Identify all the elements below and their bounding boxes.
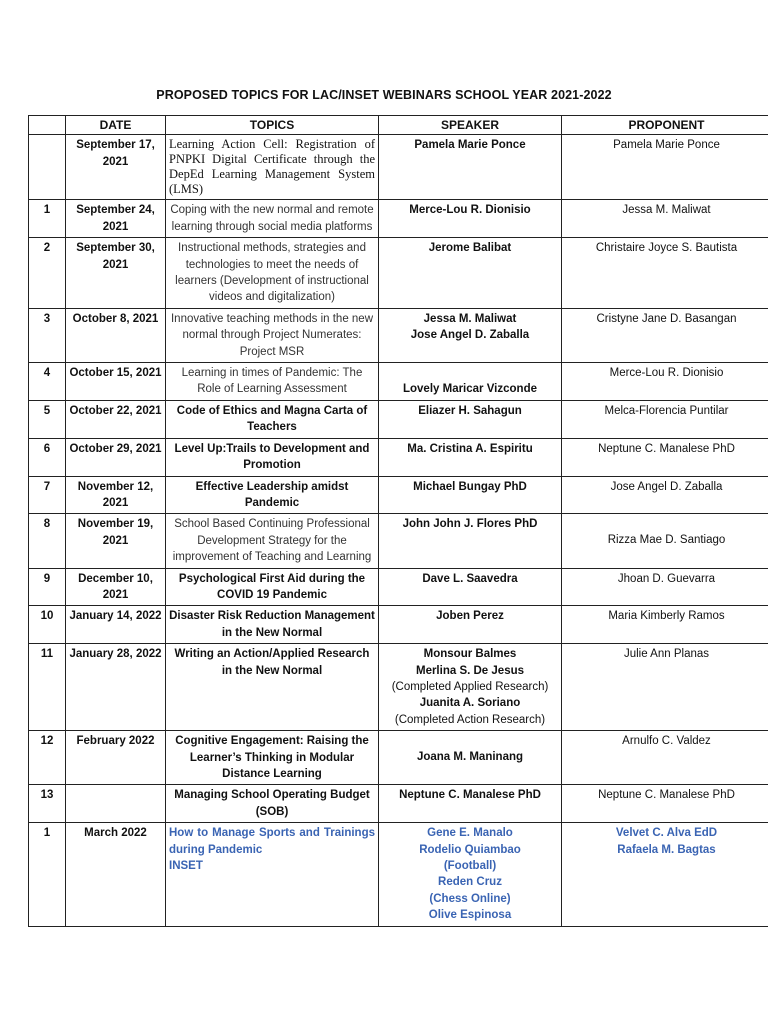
row-speaker (379, 308, 562, 362)
proponent-name: Merce-Lou R. Dionisio (609, 367, 724, 380)
row-proponent (562, 568, 768, 606)
table-row (29, 363, 768, 401)
row-proponent (562, 438, 768, 476)
row-date: November 12, 2021 (66, 476, 166, 514)
schedule-table (28, 115, 768, 927)
proponent-name: Maria Kimberly Ramos (608, 610, 725, 623)
row-speaker (379, 238, 562, 309)
row-date: September 30, 2021 (66, 238, 166, 309)
speaker-name: Pamela Marie Ponce (414, 139, 526, 152)
row-topic: Psychological First Aid during the COVID 19 Pandemic (166, 568, 379, 606)
speaker-name: Gene E. Manalo (427, 827, 513, 840)
proponent-name: Velvet C. Alva EdD (615, 827, 718, 840)
row-topic: Writing an Action/Applied Research in the New Normal (166, 644, 379, 731)
row-proponent (562, 606, 768, 644)
row-number: 4 (29, 363, 66, 401)
proponent-name: Melca-Florencia Puntilar (604, 404, 729, 417)
table-row (29, 308, 768, 362)
header-number (29, 116, 66, 135)
row-topic: Learning in times of Pandemic: The Role of Learning Assessment (166, 363, 379, 401)
row-date: November 19, 2021 (66, 514, 166, 568)
speaker-name: Merlina S. De Jesus (415, 664, 525, 677)
proponent-name: Rafaela M. Bagtas (617, 843, 716, 856)
table-row (29, 476, 768, 514)
row-date: September 24, 2021 (66, 200, 166, 238)
row-date: October 15, 2021 (66, 363, 166, 401)
row-topic: Disaster Risk Reduction Management in the New Normal (166, 606, 379, 644)
table-row (29, 644, 768, 731)
header-speaker: SPEAKER (379, 116, 562, 135)
inset-tag: INSET (169, 860, 203, 873)
speaker-name: Jessa M. Maliwat (423, 312, 517, 325)
table-row (29, 823, 768, 926)
row-speaker (379, 731, 562, 785)
row-number: 9 (29, 568, 66, 606)
row-proponent (562, 823, 768, 926)
row-topic: Learning Action Cell: Registration of PNPKI Digital Certificate through the DepEd Learning Management System (LMS) (166, 135, 379, 200)
speaker-note: (Completed Applied Research) (391, 680, 549, 693)
row-topic: Code of Ethics and Magna Carta of Teachers (166, 400, 379, 438)
speaker-name: Joana M. Maninang (416, 751, 524, 764)
table-row (29, 731, 768, 785)
row-speaker (379, 785, 562, 823)
row-number: 13 (29, 785, 66, 823)
row-topic: Managing School Operating Budget (SOB) (166, 785, 379, 823)
row-topic: Instructional methods, strategies and technologies to meet the needs of learners (Development of instructional videos and digitalization) (166, 238, 379, 309)
speaker-name: Dave L. Saavedra (422, 572, 518, 585)
row-date: September 17, 2021 (66, 135, 166, 200)
speaker-note: (Chess Online) (429, 892, 511, 905)
row-proponent (562, 238, 768, 309)
row-date: January 14, 2022 (66, 606, 166, 644)
speaker-name: Joben Perez (436, 610, 504, 623)
header-date: DATE (66, 116, 166, 135)
row-topic: School Based Continuing Professional Development Strategy for the improvement of Teaching and Learning (166, 514, 379, 568)
proponent-name: Christaire Joyce S. Bautista (595, 242, 738, 255)
table-row (29, 606, 768, 644)
row-proponent (562, 200, 768, 238)
proponent-name: Neptune C. Manalese PhD (598, 789, 735, 802)
table-row (29, 568, 768, 606)
row-number: 7 (29, 476, 66, 514)
proponent-name: Cristyne Jane D. Basangan (596, 312, 737, 325)
speaker-name: Olive Espinosa (428, 909, 512, 922)
speaker-name: Jose Angel D. Zaballa (410, 329, 530, 342)
row-number: 1 (29, 823, 66, 926)
table-header-row (29, 116, 768, 135)
row-number: 10 (29, 606, 66, 644)
proponent-name: Julie Ann Planas (623, 648, 710, 661)
proponent-name: Jose Angel D. Zaballa (610, 480, 723, 493)
row-proponent (562, 476, 768, 514)
header-topics: TOPICS (166, 116, 379, 135)
row-date (66, 785, 166, 823)
proponent-name: Arnulfo C. Valdez (622, 735, 711, 748)
table-row (29, 400, 768, 438)
row-number: 6 (29, 438, 66, 476)
row-number: 12 (29, 731, 66, 785)
speaker-note: (Football) (443, 860, 497, 873)
speaker-name: Merce-Lou R. Dionisio (409, 204, 531, 217)
speaker-name: Neptune C. Manalese PhD (399, 789, 541, 802)
row-speaker (379, 363, 562, 401)
table-row (29, 200, 768, 238)
row-topic (166, 823, 379, 926)
row-topic: Level Up:Trails to Development and Promotion (166, 438, 379, 476)
row-number: 5 (29, 400, 66, 438)
row-proponent (562, 731, 768, 785)
row-speaker (379, 438, 562, 476)
row-speaker (379, 400, 562, 438)
speaker-name: Monsour Balmes (423, 648, 517, 661)
row-speaker (379, 200, 562, 238)
row-speaker (379, 568, 562, 606)
speaker-note: (Completed Action Research) (394, 713, 546, 726)
row-date: October 29, 2021 (66, 438, 166, 476)
proponent-name: Pamela Marie Ponce (613, 139, 720, 152)
row-date: March 2022 (66, 823, 166, 926)
speaker-name: Ma. Cristina A. Espiritu (407, 442, 533, 455)
proponent-name: Rizza Mae D. Santiago (607, 534, 726, 547)
speaker-name: Eliazer H. Sahagun (418, 404, 522, 417)
row-number: 11 (29, 644, 66, 731)
row-speaker (379, 514, 562, 568)
row-proponent (562, 785, 768, 823)
row-speaker (379, 135, 562, 200)
row-speaker (379, 644, 562, 731)
speaker-name: Lovely Maricar Vizconde (402, 383, 537, 396)
row-number: 8 (29, 514, 66, 568)
row-proponent (562, 308, 768, 362)
row-speaker (379, 606, 562, 644)
row-topic: Cognitive Engagement: Raising the Learner’s Thinking in Modular Distance Learning (166, 731, 379, 785)
row-topic: Coping with the new normal and remote learning through social media platforms (166, 200, 379, 238)
row-number (29, 135, 66, 200)
row-date: December 10, 2021 (66, 568, 166, 606)
table-row (29, 438, 768, 476)
row-speaker (379, 476, 562, 514)
speaker-name: Juanita A. Soriano (419, 697, 521, 710)
proponent-name: Jhoan D. Guevarra (617, 572, 716, 585)
row-proponent (562, 135, 768, 200)
row-number: 2 (29, 238, 66, 309)
row-date: October 22, 2021 (66, 400, 166, 438)
proponent-name: Neptune C. Manalese PhD (598, 442, 735, 455)
row-proponent (562, 363, 768, 401)
table-row (29, 514, 768, 568)
row-date: January 28, 2022 (66, 644, 166, 731)
table-row (29, 785, 768, 823)
speaker-name: Jerome Balibat (428, 242, 512, 255)
row-topic: Innovative teaching methods in the new normal through Project Numerates: Project MSR (166, 308, 379, 362)
table-row (29, 135, 768, 200)
topic-text: How to Manage Sports and Trainings during Pandemic (169, 827, 375, 856)
page-title: PROPOSED TOPICS FOR LAC/INSET WEBINARS SCHOOL YEAR 2021-2022 (156, 88, 612, 102)
table-row (29, 238, 768, 309)
proponent-name: Jessa M. Maliwat (622, 204, 711, 217)
row-speaker (379, 823, 562, 926)
row-proponent (562, 644, 768, 731)
speaker-name: Reden Cruz (438, 876, 502, 889)
row-date: February 2022 (66, 731, 166, 785)
row-date: October 8, 2021 (66, 308, 166, 362)
speaker-name: John John J. Flores PhD (402, 518, 538, 531)
header-proponent: PROPONENT (562, 116, 768, 135)
row-number: 1 (29, 200, 66, 238)
row-proponent (562, 400, 768, 438)
row-number: 3 (29, 308, 66, 362)
speaker-name: Michael Bungay PhD (413, 480, 527, 493)
row-topic: Effective Leadership amidst Pandemic (166, 476, 379, 514)
speaker-name: Rodelio Quiambao (419, 843, 521, 856)
row-proponent (562, 514, 768, 568)
